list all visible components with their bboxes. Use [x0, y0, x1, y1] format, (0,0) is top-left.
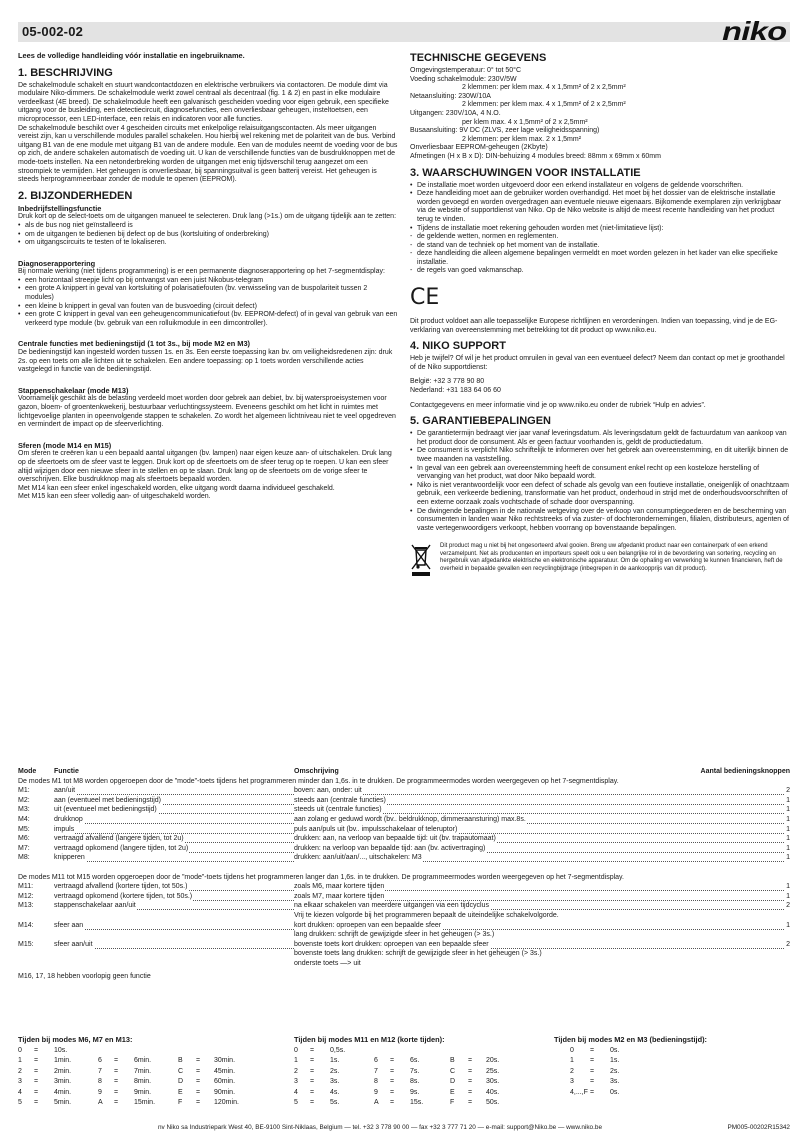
mode-description: aan zolang er geduwd wordt (bv.. beldrukknop, dimmeraansturing) max.8s. [294, 815, 526, 823]
equals-sign: = [34, 1057, 39, 1065]
time-code: B [178, 1057, 183, 1065]
tech-line: 2 klemmen: per klem max. 2 x 1,5mm² [462, 135, 582, 143]
button-count: 1 [786, 806, 790, 814]
time-value: 0,5s. [330, 1047, 346, 1054]
time-code: 8 [98, 1078, 102, 1086]
mode-code: M1: [18, 787, 30, 795]
time-value: 40s. [486, 1088, 500, 1096]
time-row [294, 1057, 544, 1067]
equals-sign: = [390, 1098, 395, 1106]
time-code: 4 [294, 1088, 298, 1096]
time-code: C [450, 1067, 456, 1075]
subheading: Inbedrijfstellingsfunctie [18, 203, 102, 213]
time-value: 8min. [134, 1078, 152, 1086]
time-value: 3min. [54, 1078, 72, 1086]
time-value: 2min. [54, 1067, 72, 1075]
right-column [410, 52, 790, 577]
table-row [18, 893, 790, 903]
button-count: 1 [786, 844, 790, 852]
time-row [18, 1089, 278, 1099]
time-code: 0 [570, 1047, 574, 1054]
mode-function: sfeer aan/uit [54, 940, 93, 948]
equals-sign: = [468, 1067, 473, 1075]
button-count: 1 [786, 892, 790, 900]
section-title-waarschuwingen: 3. WAARSCHUWINGEN VOOR INSTALLATIE [410, 166, 641, 179]
time-code: 2 [570, 1067, 574, 1075]
table-row [18, 797, 790, 807]
mode-function: knipperen [54, 854, 85, 862]
tech-line: Netaansluiting: 230W/10A [410, 92, 491, 100]
bullet-list [18, 222, 398, 248]
paragraph: Met M15 kan een sfeer volledig aan- of uitgeschakeld worden. [18, 493, 211, 501]
bullet-list [410, 182, 790, 277]
time-code: 4,...,F [570, 1088, 588, 1096]
mode-function: vertraagd afvallend (kortere tijden, tot 50s.) [54, 883, 188, 891]
equals-sign: = [310, 1067, 315, 1075]
button-count: 1 [786, 815, 790, 823]
subheading: Sferen (mode M14 en M15) [18, 440, 112, 450]
time-value: 90min. [214, 1088, 236, 1096]
equals-sign: = [468, 1057, 473, 1065]
time-value: 50s. [486, 1098, 500, 1106]
mode-function: uit (eventueel met bedieningstijd) [54, 806, 157, 814]
mode-code: M7: [18, 844, 30, 852]
time-value: 45min. [214, 1067, 236, 1075]
tech-line: Afmetingen (H x B x D): DIN-behuizing 4 modules breed: 88mm x 69mm x 60mm [410, 152, 661, 160]
note-text: onderste toets —> uit [294, 959, 361, 967]
mode-description: zoals M6, maar kortere tijden [294, 883, 385, 891]
header-mode: Mode [18, 768, 37, 775]
time-code: 7 [98, 1067, 102, 1075]
bullet-list [410, 430, 790, 533]
paragraph: De bedieningstijd kan ingesteld worden tussen 1s. en 3s. Een eerste toepassing kan bv. om veiligheidsredenen zijn: druk 2s. op een toets om alle lichten uit te schakelen. Een andere toepassing: op 1 toets worden verschillende acties vastgelegd in functie van de bedieningstijd. [18, 349, 393, 374]
time-value: 15s. [410, 1098, 424, 1106]
header-functie: Functie [54, 768, 79, 775]
mode-description: kort drukken: oproepen van een bepaalde sfeer [294, 921, 442, 929]
time-row [294, 1078, 544, 1088]
mode-description: na elkaar schakelen van meerdere uitgangen via een tijdcyclus [294, 902, 489, 910]
lead-text: Lees de volledige handleiding vóór installatie en ingebruikname. [18, 51, 245, 60]
time-row [554, 1068, 790, 1078]
tech-line: Omgevingstemperatuur: 0° tot 50°C [410, 67, 522, 74]
equals-sign: = [590, 1078, 595, 1086]
list-item: • De consument is verplicht Niko schriftelijk te informeren over het gebrek aan overeenstemming, en dit uiterlijk binnen de twee maanden na vaststelling. [410, 447, 790, 464]
equals-sign: = [114, 1078, 119, 1086]
list-item: • een kleine b knippert in geval van fouten van de busvoeding (circuit defect) [18, 303, 398, 312]
time-code: 3 [294, 1078, 298, 1086]
section-title-garantiebepalingen: 5. GARANTIEBEPALINGEN [410, 415, 551, 428]
list-item: • Niko is niet verantwoordelijk voor een defect of schade als gevolg van een foutieve installatie, oneigenlijk of onachtzaam gebruik, een verkeerde bediening, transformatie van het product, onderhoud in strijd met de onderhoudsvoorschriften of een externe oorzaak zoals vochtschade of schade door overspanning. [410, 482, 790, 508]
time-row [18, 1078, 278, 1088]
mode-description: steeds uit (centrale functies) [294, 806, 382, 814]
note-text: M16, 17, 18 hebben voorlopig geen functie [18, 973, 151, 981]
table-row [18, 883, 790, 893]
mode-description: bovenste toets kort drukken: oproepen van een bepaalde sfeer [294, 940, 489, 948]
equals-sign: = [390, 1078, 395, 1086]
table-header [18, 768, 790, 778]
table-row [18, 826, 790, 836]
time-value: 9s. [410, 1088, 420, 1096]
mode-description: zoals M7, maar kortere tijden [294, 892, 385, 900]
weee-text: Dit product mag u niet bij het ongesorteerd afval gooien. Breng uw afgedankt product naar een containerpark of een erkend verzamelpunt. Net als producenten en importeurs speelt ook u een belangrijke rol in de bevordering van sortering, recycling en hergebruik van afgedankte elektrische en elektronische apparatuur. Om de ophaling en verwerking te kunnen financieren, heft de overheid in bepaalde gevallen een recyclingbijdrage (inbegrepen in de aankoopprijs van dit product). [440, 543, 783, 572]
button-count: 2 [786, 940, 790, 948]
phone-netherlands: Nederland: +31 183 64 06 60 [410, 387, 501, 395]
list-item: • De installatie moet worden uitgevoerd door een erkend installateur en volgens de geldende voorschriften. [410, 182, 790, 191]
equals-sign: = [114, 1098, 119, 1106]
time-code: 2 [18, 1067, 22, 1075]
button-count: 1 [786, 825, 790, 833]
mode-code: M14: [18, 921, 34, 929]
button-count: 1 [786, 854, 790, 862]
paragraph: Voornamelijk geschikt als de belasting verdeeld moet worden door gebrek aan debiet, bv. bij watersproeisystemen voor gazon, bloem- of groentenkwekerij, bestuurbaar verluchtingssysteem. Eveneens geschikt om het licht in ruimtes met lichtgevoelige planten in opeenvolgende stappen te schakelen. Zo wordt het algemeen lichtniveau niet te veel opgedreven en vermindert de impact op de sfeerverlichting. [18, 395, 396, 429]
mode-function: impuls [54, 825, 75, 833]
paragraph: Bij normale werking (niet tijdens programmering) is er een permanente diagnoserapportering op het 7-segmentdisplay: [18, 268, 385, 276]
equals-sign: = [34, 1047, 39, 1054]
time-value: 0s. [610, 1088, 620, 1096]
time-code: F [178, 1098, 183, 1106]
time-table-m11-m12 [294, 1036, 544, 1109]
time-value: 0s. [610, 1047, 620, 1054]
mode-code: M15: [18, 940, 34, 948]
header-bar [18, 16, 790, 46]
time-code: 7 [374, 1067, 378, 1075]
table-row [18, 854, 790, 864]
equals-sign: = [34, 1067, 39, 1075]
equals-sign: = [590, 1067, 595, 1075]
equals-sign: = [590, 1057, 595, 1065]
time-code: 9 [98, 1088, 102, 1096]
time-code: 1 [294, 1057, 298, 1065]
intro-text: De modes M1 tot M8 worden opgeroepen door de ”mode”-toets tijdens het programmeren minder dan 1,6s. in te drukken. De programmeermodes worden weergegeven op het 7-segmentdisplay. [18, 777, 619, 785]
time-table-title: Tijden bij modes M11 en M12 (korte tijden): [294, 1035, 445, 1044]
equals-sign: = [468, 1098, 473, 1106]
equals-sign: = [34, 1088, 39, 1096]
time-code: 1 [570, 1057, 574, 1065]
list-item: • om de uitgangen te bedienen bij defect op de bus (kortsluiting of onderbreking) [18, 231, 398, 240]
mode-function: vertraagd afvallend (langere tijden, tot 2u) [54, 835, 184, 843]
section-title-bijzonderheden: 2. BIJZONDERHEDEN [18, 189, 133, 202]
time-code: 6 [98, 1057, 102, 1065]
footer-contact: nv Niko sa Industriepark West 40, BE-9100 Sint-Niklaas, Belgium — tel. +32 3 778 90 00 — fax +32 3 777 71 20 — e-mail: support@Niko.be — www.niko.be [158, 1124, 602, 1131]
time-code: 3 [18, 1078, 22, 1086]
button-count: 2 [786, 902, 790, 910]
time-row [18, 1047, 278, 1057]
mode-description: drukken: aan/uit/aan/..., uitschakelen: M3 [294, 854, 422, 862]
list-item: • Deze handleiding moet aan de gebruiker worden overhandigd. Het moet bij het dossier van de elektrische installatie worden gevoegd en worden overgedragen aan eventuele nieuwe eigenaars. Bijkomende exemplaren zijn verkrijgbaar via de website of supportdienst van Niko. Op de Niko website is altijd de meest recente handleiding van het product terug te vinden. [410, 190, 790, 224]
time-row [554, 1047, 790, 1057]
time-row [294, 1089, 544, 1099]
ce-mark: CE [410, 285, 440, 311]
time-code: 5 [18, 1098, 22, 1106]
equals-sign: = [196, 1078, 201, 1086]
list-item: • als de bus nog niet geïnstalleerd is [18, 222, 398, 231]
phone-belgium: België: +32 3 778 90 80 [410, 378, 485, 386]
table-row [18, 787, 790, 797]
note-text: Vrij te kiezen volgorde bij het programmeren bepaalt de uiteindelijke schakelvolgorde. [294, 911, 559, 919]
button-count: 1 [786, 921, 790, 929]
time-code: 1 [18, 1057, 22, 1065]
tech-line: Uitgangen: 230V/10A, 4 N.O. [410, 109, 501, 117]
table-row [18, 902, 790, 912]
mode-function: vertraagd opkomend (kortere tijden, tot 50s.) [54, 892, 193, 900]
left-column [18, 52, 398, 502]
list-item: - de stand van de techniek op het moment van de installatie. [410, 242, 790, 251]
time-value: 25s. [486, 1067, 500, 1075]
time-value: 5min. [54, 1098, 72, 1106]
note-text: lang drukken: schrijft de gewijzigde sfeer in het geheugen (> 3s.) [294, 931, 495, 939]
time-row [18, 1057, 278, 1067]
time-value: 6s. [410, 1057, 420, 1065]
paragraph: Met M14 kan een sfeer enkel ingeschakeld worden, elke uitgang wordt daarna individueel geschakeld. [18, 484, 335, 492]
table-row [18, 806, 790, 816]
equals-sign: = [390, 1088, 395, 1096]
bullet-list [18, 277, 398, 329]
tech-line: 2 klemmen: per klem max. 4 x 1,5mm² of 2 x 2,5mm² [462, 101, 626, 109]
equals-sign: = [590, 1088, 595, 1096]
header-omschrijving: Omschrijving [294, 768, 339, 775]
mode-table [18, 768, 790, 983]
time-value: 10s. [54, 1047, 68, 1054]
subheading: Stappenschakelaar (mode M13) [18, 385, 129, 395]
time-row [294, 1047, 544, 1057]
equals-sign: = [310, 1047, 315, 1054]
mode-function: stappenschakelaar aan/uit [54, 902, 136, 910]
table-row [18, 941, 790, 951]
list-item: • Tijdens de installatie moet rekening gehouden worden met (niet-limitatieve lijst): [410, 225, 790, 234]
mode-description: steeds aan (centrale functies) [294, 796, 386, 804]
mode-code: M5: [18, 825, 30, 833]
time-value: 6min. [134, 1057, 152, 1065]
time-value: 60min. [214, 1078, 236, 1086]
equals-sign: = [196, 1057, 201, 1065]
table-note-row [18, 950, 790, 960]
niko-logo: niko [721, 16, 786, 46]
mode-code: M12: [18, 892, 34, 900]
time-value: 1s. [610, 1057, 620, 1065]
table-row [18, 845, 790, 855]
time-value: 2s. [610, 1067, 620, 1075]
mode-row-m15 [18, 941, 790, 951]
mode-code: M6: [18, 835, 30, 843]
list-item: • om uitgangscircuits te testen of te lokaliseren. [18, 239, 398, 248]
mode-code: M4: [18, 815, 30, 823]
mode-row-m14 [18, 922, 790, 932]
time-value: 3s. [330, 1078, 340, 1086]
time-table-m2-m3 [554, 1036, 790, 1099]
time-code: 6 [374, 1057, 378, 1065]
equals-sign: = [196, 1098, 201, 1106]
time-value: 1s. [330, 1057, 340, 1065]
time-code: 8 [374, 1078, 378, 1086]
time-value: 4min. [54, 1088, 72, 1096]
mode-code: M13: [18, 902, 34, 910]
time-code: 3 [570, 1078, 574, 1086]
table-note-row [18, 931, 790, 941]
time-code: 2 [294, 1067, 298, 1075]
equals-sign: = [310, 1078, 315, 1086]
tech-line: Voeding schakelmodule: 230V/5W [410, 75, 517, 83]
time-value: 4s. [330, 1088, 340, 1096]
mode-function: aan/uit [54, 787, 76, 795]
time-code: E [450, 1088, 455, 1096]
paragraph: Dit product voldoet aan alle toepasselijke Europese richtlijnen en verordeningen. Indien van toepassing, vind je de EG-verklaring van overeenstemming met betrekking tot dit product op www.niko.eu. [410, 318, 778, 334]
equals-sign: = [310, 1098, 315, 1106]
equals-sign: = [114, 1088, 119, 1096]
equals-sign: = [196, 1088, 201, 1096]
time-value: 7s. [410, 1067, 420, 1075]
button-count: 2 [786, 787, 790, 795]
weee-notice [410, 543, 790, 577]
mode-code: M2: [18, 796, 30, 804]
table-note-row [18, 912, 790, 922]
time-row [554, 1089, 790, 1099]
mode-function: sfeer aan [54, 921, 84, 929]
time-table-title: Tijden bij modes M2 en M3 (bedieningstijd): [554, 1035, 708, 1044]
table-row [18, 922, 790, 932]
equals-sign: = [196, 1067, 201, 1075]
list-item: • De garantietermijn bedraagt vier jaar vanaf leveringsdatum. Als leveringsdatum geldt de factuurdatum van aankoop van het product door de consument. Als er geen factuur voorhanden is, geldt de productiedatum. [410, 430, 790, 447]
list-item: - deze handleiding die alleen algemene bepalingen vermeldt en moet worden gelezen in het kader van elke specifieke installatie. [410, 250, 790, 267]
time-value: 120min. [214, 1098, 239, 1106]
equals-sign: = [390, 1067, 395, 1075]
time-row [554, 1057, 790, 1067]
mode-code: M3: [18, 806, 30, 814]
paragraph: Om sferen te creëren kan u een bepaald aantal uitgangen (bv. lampen) naar eigen keuze aan- of uitschakelen. Druk lang op de sfeertoets om de sfeer vast te leggen. Druk kort op de sfeertoets om de sfeer terug op te roepen. U kan een sfeer altijd wijzigen door een nieuwe sfeer in te stellen en op te slaan. Druk lang op de sfeertoets om de vorige sfeer te overschrijven. Elke busdrukknop mag als sfeertoets bepaald worden. [18, 450, 392, 484]
crossed-bin-icon [410, 543, 432, 577]
mode-description: drukken: aan, na verloop van bepaalde tijd: uit (bv. trapautomaat) [294, 835, 496, 843]
list-item: • een grote C knippert in geval van een geheugencommunicatiefout (bv. EEPROM-defect) of in geval van gebruik van een verkeerd type module (bv. gebruik van een rolluikmodule in een dimcontroller). [18, 311, 398, 328]
paragraph: Contactgegevens en meer informatie vind je op www.niko.eu onder de rubriek “Hulp en advies”. [410, 401, 706, 409]
table-row [18, 835, 790, 845]
time-code: 0 [18, 1047, 22, 1054]
time-value: 30min. [214, 1057, 236, 1065]
paragraph: De schakelmodule beschikt over 4 gescheiden circuits met enkelpolige relaisuitgangscontacten. Als meer uitgangen vereist zijn, kan u verschillende modules parallel schakelen. Hou hierbij wel rekening met de polariteit van de bus. Verbind uitgang B1 van de ene module met uitgang B1 van de andere module. Een van de modules neemt de voeding voor de bus op zich, de andere schakelen automatisch de voeding uit. U kan de verschillende functies van de busdrukknoppen met de mode-toets instellen. Na een netonderbreking worden de uitgangen met enig tijdsverschil terug aangezet om een stroompiek te vermijden. Het geheugen is onverliesbaar, bij spanningsuitval is geen batterij vereist. Het geheugen is steeds herprogrammeerbaar zonder de module te openen (EEPROM). [18, 124, 398, 184]
list-item: - de geldende wetten, normen en reglementen. [410, 233, 790, 242]
mode-rows-short [18, 787, 790, 864]
tech-line: Busaansluiting: 9V DC (ZLVS, zeer lage veiligheidsspanning) [410, 127, 600, 135]
time-code: F [450, 1098, 455, 1106]
time-value: 5s. [330, 1098, 340, 1106]
equals-sign: = [468, 1078, 473, 1086]
time-row [294, 1099, 544, 1109]
table-row [18, 816, 790, 826]
paragraph: Heb je twijfel? Of wil je het product omruilen in geval van een eventueel defect? Neem dan contact op met je groothandel of de Niko supportdienst: [410, 355, 785, 371]
time-row [18, 1068, 278, 1078]
equals-sign: = [34, 1098, 39, 1106]
equals-sign: = [114, 1067, 119, 1075]
footer-ref: PM005-00202R15342 [727, 1124, 790, 1131]
time-row [294, 1068, 544, 1078]
mode-function: vertraagd opkomend (langere tijden, tot 2u) [54, 844, 189, 852]
time-value: 8s. [410, 1078, 420, 1086]
time-row [18, 1099, 278, 1109]
time-value: 30s. [486, 1078, 500, 1086]
intro-text: De modes M11 tot M15 worden opgeroepen door de ”mode”-toets tijdens het programmeren langer dan 1,6s. in te drukken. De programmeermodes worden weergegeven op het 7-segmentdisplay. [18, 873, 624, 881]
mode-function: drukknop [54, 815, 83, 823]
time-code: 9 [374, 1088, 378, 1096]
equals-sign: = [590, 1047, 595, 1054]
note-text: bovenste toets lang drukken: schrijft de gewijzigde sfeer in het geheugen (> 3s.) [294, 950, 542, 958]
section-title-beschrijving: 1. BESCHRIJVING [18, 66, 113, 79]
subheading: Diagnoserapportering [18, 258, 96, 268]
time-value: 3s. [610, 1078, 620, 1086]
time-code: D [450, 1078, 456, 1086]
mode-description: boven: aan, onder: uit [294, 787, 362, 795]
mode-code: M11: [18, 883, 34, 891]
button-count: 1 [786, 835, 790, 843]
equals-sign: = [114, 1057, 119, 1065]
paragraph: Druk kort op de select-toets om de uitgangen manueel te selecteren. Druk lang (>1s.) om de uitgang tijdelijk aan te zetten: [18, 213, 397, 221]
button-count: 1 [786, 796, 790, 804]
mode-function: aan (eventueel met bedieningstijd) [54, 796, 162, 804]
section-title-technische-gegevens: TECHNISCHE GEGEVENS [410, 52, 547, 64]
tech-line: Onverliesbaar EEPROM-geheugen (2Kbyte) [410, 144, 548, 152]
tech-line: 2 klemmen: per klem max. 4 x 1,5mm² of 2 x 2,5mm² [462, 84, 626, 92]
time-code: D [178, 1078, 184, 1086]
time-code: C [178, 1067, 184, 1075]
time-value: 2s. [330, 1067, 340, 1075]
list-item: - de regels van goed vakmanschap. [410, 267, 790, 276]
section-title-niko-support: 4. NIKO SUPPORT [410, 340, 506, 353]
subheading: Centrale functies met bedieningstijd (1 tot 3s., bij mode M2 en M3) [18, 339, 251, 349]
list-item: • In geval van een gebrek aan overeenstemming heeft de consument enkel recht op een kosteloze herstelling of vervanging van het product, wat door Niko bepaald wordt. [410, 465, 790, 482]
table-intro [18, 874, 790, 884]
list-item: • De dwingende bepalingen in de nationale wetgeving over de verkoop van consumptiegoederen en de bescherming van consumenten in landen waar Niko rechtstreeks of via zuster- of dochterondernemingen, filialen, distributeurs, agenten of vaste vertegenwoordigers verkoopt, hebben voorrang op bovenstaande bepalingen. [410, 508, 790, 534]
document-code: 05-002-02 [22, 24, 84, 39]
equals-sign: = [310, 1057, 315, 1065]
time-code: 0 [294, 1047, 298, 1054]
time-value: 9min. [134, 1088, 152, 1096]
equals-sign: = [310, 1088, 315, 1096]
time-code: E [178, 1088, 183, 1096]
list-item: • een grote A knippert in geval van kortsluiting of polarisatiefouten (bv. verwisseling van de buspolariteit tussen 2 modules) [18, 285, 398, 302]
mode-code: M8: [18, 854, 30, 862]
table-note-row [18, 960, 790, 970]
equals-sign: = [34, 1078, 39, 1086]
mode-description: drukken: na verloop van bepaalde tijd: aan (bv. activertraging) [294, 844, 486, 852]
time-code: A [374, 1098, 379, 1106]
table-note-row [18, 973, 790, 983]
header-aantal: Aantal bedieningsknoppen [700, 768, 790, 775]
time-row [554, 1078, 790, 1088]
mode-description: puls aan/puls uit (bv.. impulsschakelaar of teleruptor) [294, 825, 458, 833]
time-value: 20s. [486, 1057, 500, 1065]
button-count: 1 [786, 883, 790, 891]
paragraph: De schakelmodule schakelt en stuurt wandcontactdozen en elektrische verbruikers via contactoren. De module dimt via modulaire Niko-dimmers. De schakelmodule werkt zowel centraal als decentraal (fig. 1 & 2) en past in elke modulaire verdeelkast (4E breed). De schakelmodule heeft een galvanisch gescheiden voeding voor eigen gebruik, een specifieke uitgang voor de busleiding, een detectiecircuit, diagnosefuncties, een onverliesbaar geheugen, insteltoetsen, een microprocessor, een LED-interface, een relais en indicatoren voor alle functies. [18, 81, 389, 123]
time-code: A [98, 1098, 103, 1106]
time-table-m6-m7-m13 [18, 1036, 278, 1109]
list-item: • een horizontaal streepje licht op bij ontvangst van een juist Nikobus-telegram [18, 277, 398, 286]
time-value: 15min. [134, 1098, 156, 1106]
time-code: 5 [294, 1098, 298, 1106]
time-value: 1min. [54, 1057, 72, 1065]
table-intro [18, 778, 790, 788]
time-table-title: Tijden bij modes M6, M7 en M13: [18, 1035, 133, 1044]
tech-line: per klem max. 4 x 1,5mm² of 2 x 2,5mm² [462, 118, 588, 126]
equals-sign: = [390, 1057, 395, 1065]
time-code: B [450, 1057, 455, 1065]
equals-sign: = [468, 1088, 473, 1096]
mode-rows-long [18, 883, 790, 912]
time-value: 7min. [134, 1067, 152, 1075]
time-code: 4 [18, 1088, 22, 1096]
